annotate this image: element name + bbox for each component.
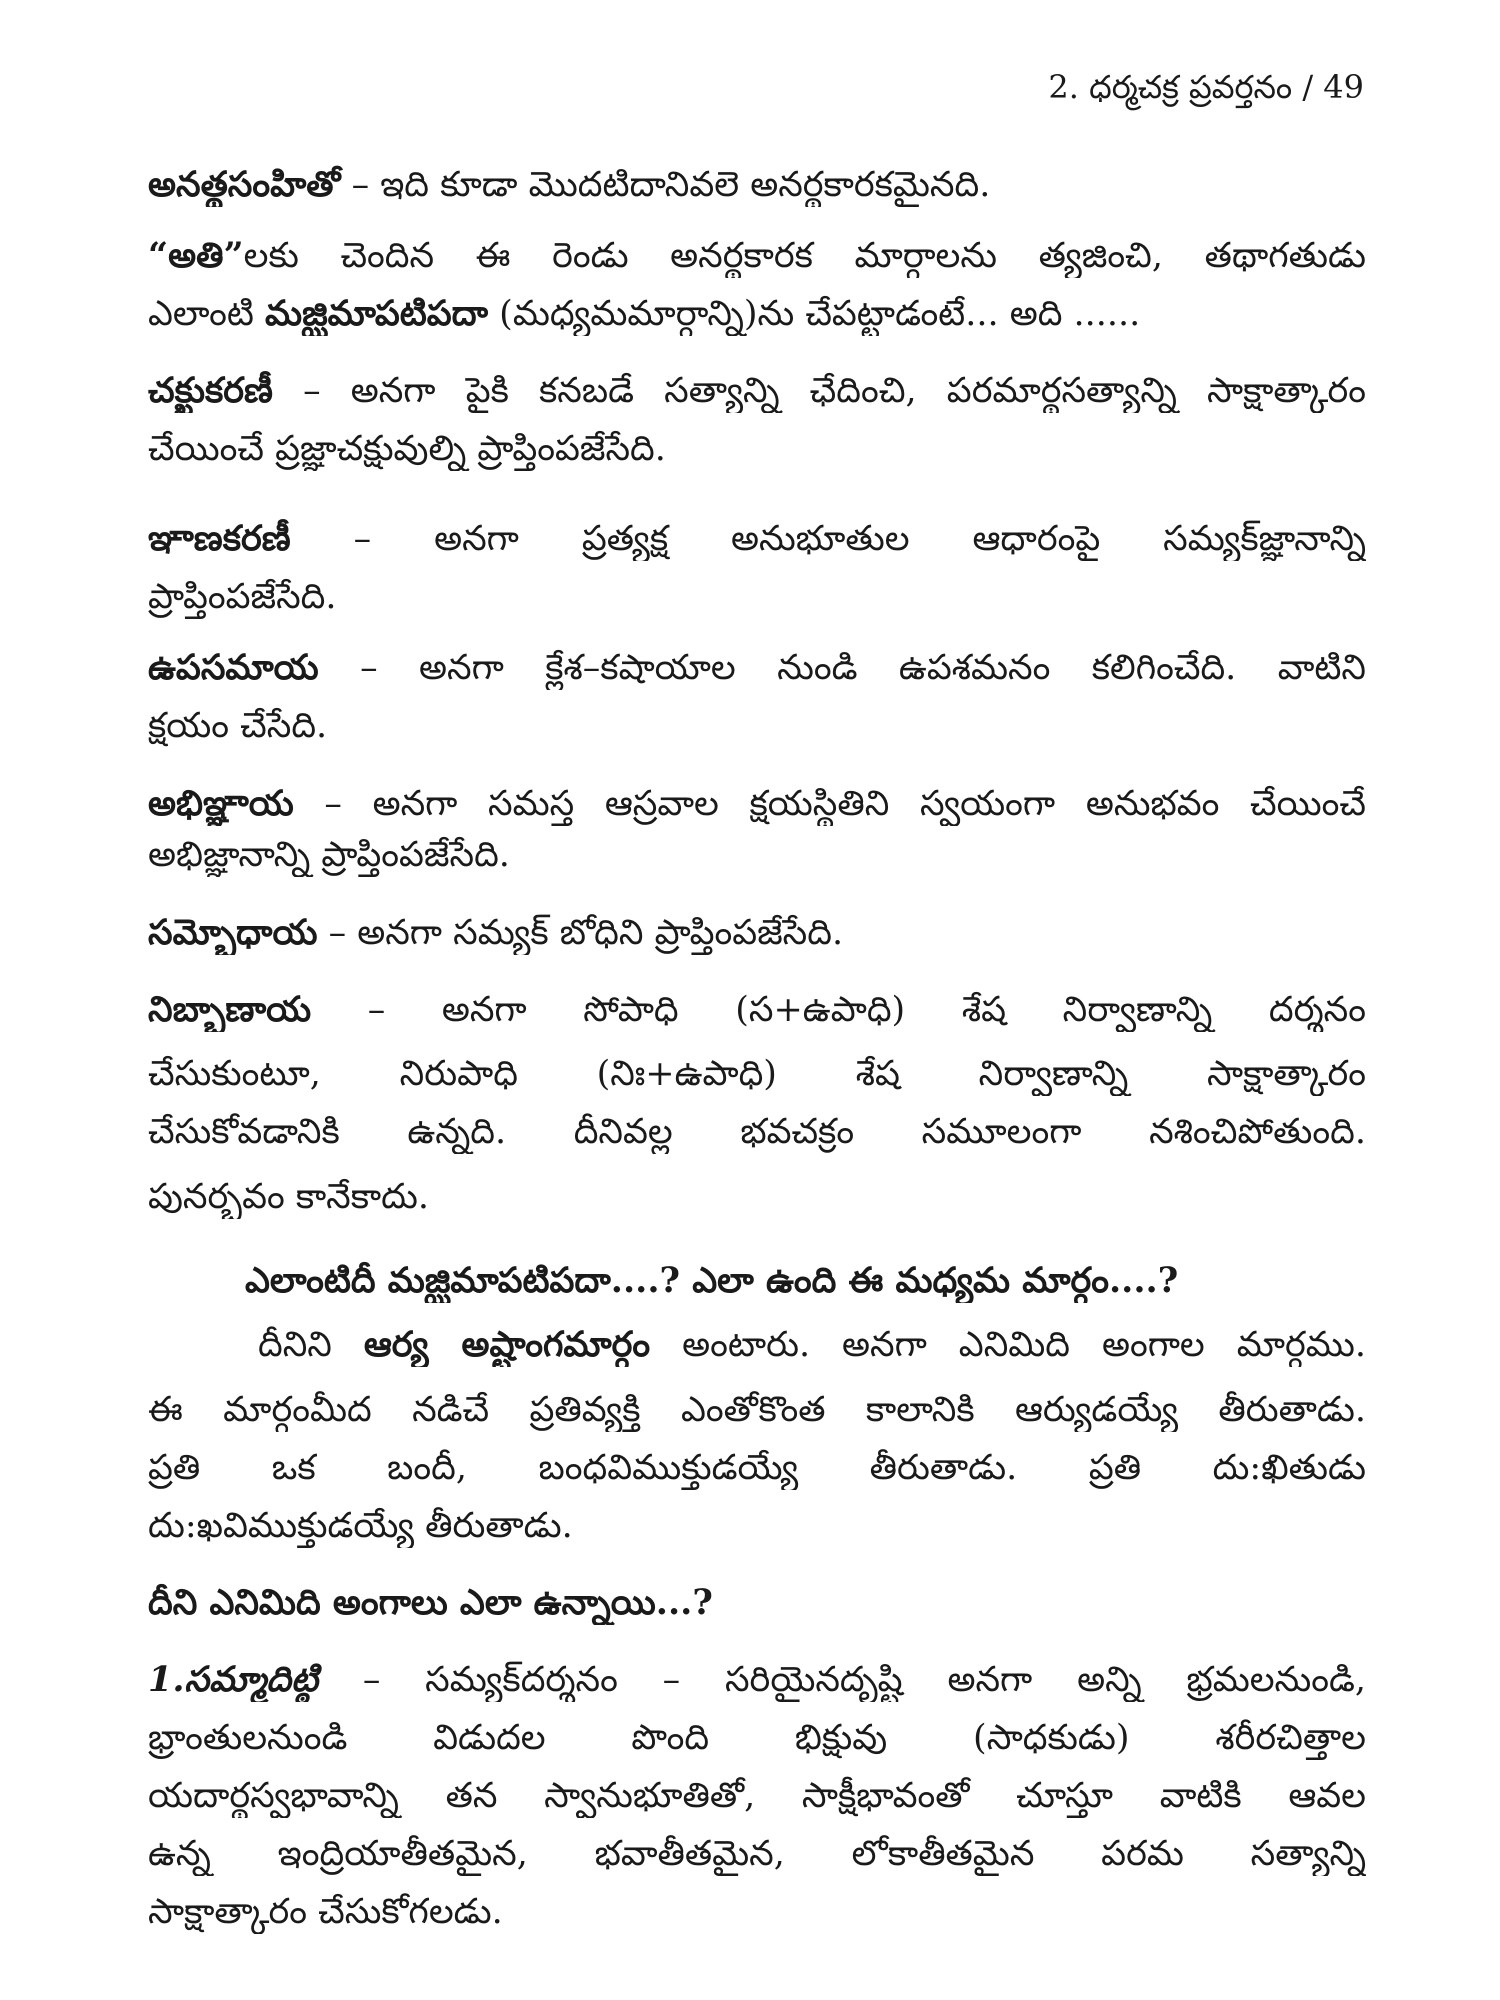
text-line (148, 1388, 1366, 1432)
text-line (148, 575, 1366, 619)
bold-term: చక్ఖుకరణీ (148, 370, 273, 411)
bold-term: అనత్థసంహితో (148, 164, 341, 205)
text-span: ఈ మార్గంమీద నడిచే ప్రతివ్యక్తి ఎంతోకొంత కాలానికి ఆర్యుడయ్యే తీరుతాడు. (148, 1390, 1366, 1430)
text-line (148, 517, 1366, 561)
bold-term: సమ్బోధాయ (148, 912, 318, 953)
text-span: ప్రతి ఒక బందీ, బంధవిముక్తుడయ్యే తీరుతాడు. ప్రతి దు:ఖితుడు (148, 1448, 1366, 1488)
text-span: చేయించే ప్రజ్ఞాచక్షువుల్ని ప్రాప్తింపజేసేది. (148, 429, 666, 469)
text-span: ఎలాంటి (148, 294, 266, 334)
text-span: (మధ్యమమార్గాన్ని)ను చేపట్టాడంటే... అది ...... (488, 294, 1141, 334)
text-line (148, 163, 1366, 207)
text-span: – సమ్యక్‌దర్శనం – సరియైనదృష్టి అనగా అన్ని భ్రమలనుండి, (318, 1660, 1366, 1700)
text-span: – అనగా సమస్త ఆస్రవాల క్షయస్థితిని స్వయంగా అనుభవం చేయించే (293, 784, 1366, 824)
text-line (148, 911, 1366, 955)
text-span: చేసుకోవడానికి ఉన్నది. దీనివల్ల భవచక్రం సమూలంగా నశించిపోతుంది. (148, 1112, 1366, 1152)
text-line (148, 427, 1366, 471)
text-span: చేసుకుంటూ, నిరుపాధి (నిః+ఉపాధి) శేష నిర్వాణాన్ని సాక్షాత్కారం (148, 1054, 1366, 1094)
text-line (148, 646, 1366, 690)
text-span: దీనిని (258, 1325, 364, 1365)
bold-term: అభిఞ్ఞాయ (148, 783, 294, 824)
text-span: దు:ఖవిముక్తుడయ్యే తీరుతాడు. (148, 1506, 573, 1546)
text-line (148, 833, 1366, 877)
text-span: భ్రాంతులనుండి విడుదల పొంది భిక్షువు (సాధకుడు) శరీరచిత్తాల (148, 1718, 1366, 1758)
bold-term: ఞాణకరణీ (148, 518, 291, 559)
text-line (148, 1504, 1366, 1548)
bold-term: మజ్ఝిమాపటిపదా (265, 293, 489, 334)
bold-term: ఉపసమాయ (148, 647, 319, 688)
section-heading (245, 1259, 1366, 1303)
text-line (148, 1052, 1366, 1096)
bold-term: “అతి” (148, 235, 244, 276)
text-span: ఉన్న ఇంద్రియాతీతమైన, భవాతీతమైన, లోకాతీతమైన పరమ సత్యాన్ని (148, 1834, 1366, 1874)
text-span: ప్రాప్తింపజేసేది. (148, 577, 337, 617)
text-line (148, 369, 1366, 413)
text-line (148, 234, 1366, 278)
text-span: అంటారు. అనగా ఎనిమిది అంగాల మార్గము. (650, 1325, 1366, 1365)
section-heading (148, 1581, 1366, 1625)
text-line (148, 1110, 1366, 1154)
text-line (148, 1175, 1366, 1219)
text-span: – ఇది కూడా మొదటిదానివలె అనర్థకారకమైనది. (340, 165, 991, 205)
text-span: యదార్థస్వభావాన్ని తన స్వానుభూతితో, సాక్షీభావంతో చూస్తూ వాటికి ఆవల (148, 1776, 1366, 1816)
text-line (258, 1323, 1366, 1367)
text-span: – అనగా సమ్యక్ బోధిని ప్రాప్తింపజేసేది. (317, 913, 844, 953)
text-line (148, 1716, 1366, 1760)
text-line (148, 1774, 1366, 1818)
text-line (148, 988, 1366, 1032)
bold-term: 1.సమ్మాదిట్ఠి (148, 1659, 318, 1700)
text-line (148, 1446, 1366, 1490)
bold-term: ఆర్య అష్టాంగమార్గం (363, 1324, 651, 1365)
text-line (148, 782, 1366, 826)
text-line (148, 1890, 1366, 1934)
text-span: పునర్భవం కానేకాదు. (148, 1177, 430, 1217)
text-span: క్షయం చేసేది. (148, 706, 328, 746)
text-span: లకు చెందిన ఈ రెండు అనర్థకారక మార్గాలను త్యజించి, తథాగతుడు (243, 236, 1366, 276)
text-span: – అనగా సోపాధి (స+ఉపాధి) శేష నిర్వాణాన్ని దర్శనం (311, 990, 1366, 1030)
text-span: – అనగా ప్రత్యక్ష అనుభూతుల ఆధారంపై సమ్యక్‌జ్ఞానాన్ని (290, 519, 1366, 559)
text-line (148, 704, 1366, 748)
text-span: – అనగా పైకి కనబడే సత్యాన్ని ఛేదించి, పరమార్థసత్యాన్ని సాక్షాత్కారం (272, 371, 1366, 411)
running-header: 2. ధర్మచక్ర ప్రవర్తనం / 49 (1048, 68, 1364, 106)
text-span: సాక్షాత్కారం చేసుకోగలడు. (148, 1892, 503, 1932)
text-line (148, 1658, 1366, 1702)
bold-term: నిబ్బాణాయ (148, 989, 312, 1030)
text-line (148, 1832, 1366, 1876)
bold-term: దీని ఎనిమిది అంగాలు ఎలా ఉన్నాయి...? (148, 1582, 713, 1623)
text-span: – అనగా క్లేశ–కషాయాల నుండి ఉపశమనం కలిగించేది. వాటిని (318, 648, 1366, 688)
bold-term: ఎలాంటిదీ మజ్ఝిమాపటిపదా....? ఎలా ఉంది ఈ మధ్యమ మార్గం....? (245, 1260, 1179, 1301)
text-span: అభిజ్ఞానాన్ని ప్రాప్తింపజేసేది. (148, 835, 510, 875)
text-line (148, 292, 1366, 336)
